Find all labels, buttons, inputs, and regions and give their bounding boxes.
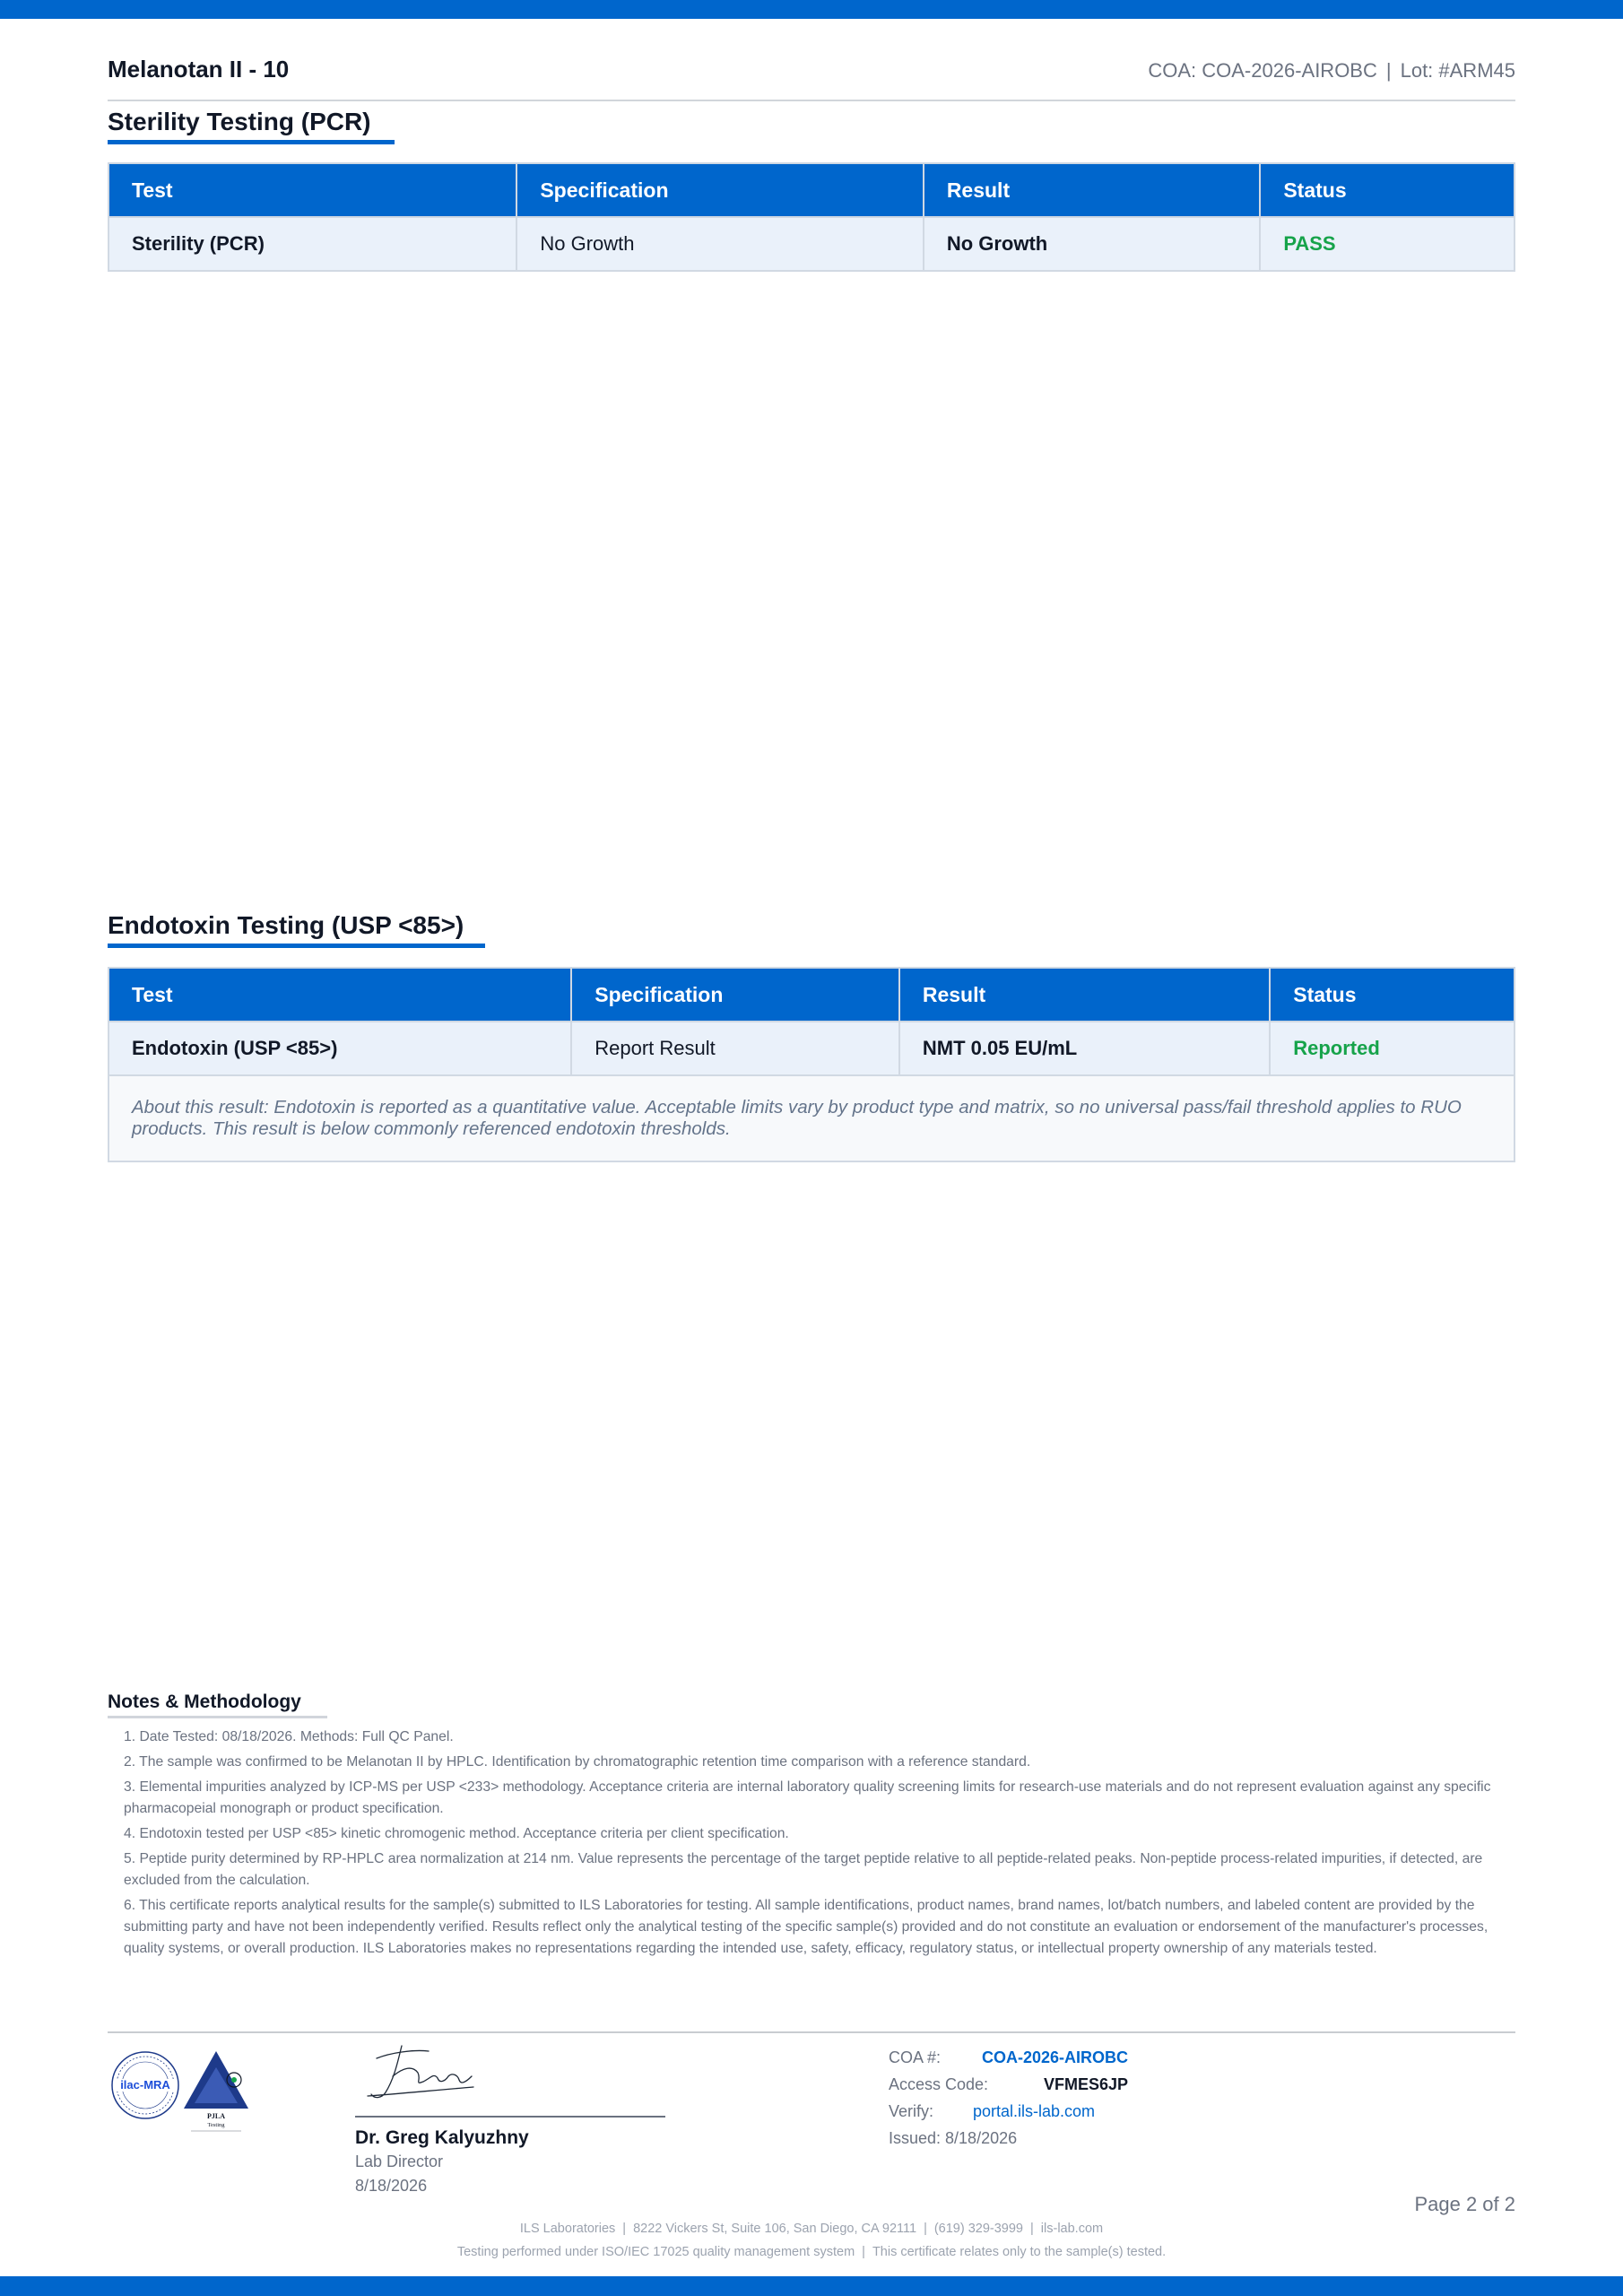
- table-header-row: [108, 163, 1515, 217]
- note-item: 3. Elemental impurities analyzed by ICP-MS per USP <233> methodology. Acceptance criteria are internal laboratory quality screening limits for research-use materials and do not represent evaluation against any specific pharmacopeial monograph or product specification.: [124, 1779, 1491, 1816]
- column-header-test: Test: [108, 968, 571, 1022]
- table-header-row: [108, 968, 1515, 1022]
- lab-contact-line: [0, 2222, 1623, 2236]
- access-code-label: Access Code:: [889, 2075, 989, 2093]
- signer-name: Dr. Greg Kalyuzhny: [355, 2127, 529, 2148]
- coa-number-row: [889, 2048, 1128, 2075]
- table-row: [108, 1022, 1515, 1075]
- column-header-status: Status: [1260, 163, 1515, 217]
- pjla-logo-subtext: Testing: [207, 2122, 225, 2128]
- coa-info-block: [889, 2048, 1128, 2156]
- verify-row: [889, 2102, 1128, 2129]
- column-header-result: Result: [924, 163, 1261, 217]
- pjla-logo-text: PJLA: [207, 2112, 225, 2120]
- endotoxin-table: [108, 967, 1515, 1162]
- page-number: Page 2 of 2: [1414, 2193, 1515, 2215]
- notes-title: Notes & Methodology: [108, 1692, 327, 1718]
- test-name-cell: Endotoxin (USP <85>): [108, 1022, 571, 1075]
- product-title: Melanotan II - 10: [108, 56, 290, 83]
- coa-number: COA: COA-2026-AIROBC: [1148, 59, 1377, 82]
- notes-list: [108, 1726, 1515, 1960]
- footer-divider: [108, 2031, 1515, 2033]
- top-accent-bar: [0, 0, 1623, 19]
- sterility-table: [108, 162, 1515, 272]
- footer-separator: |: [1030, 2222, 1034, 2236]
- verify-link[interactable]: portal.ils-lab.com: [973, 2102, 1096, 2120]
- result-cell: No Growth: [924, 217, 1261, 271]
- footer-separator: |: [924, 2222, 927, 2236]
- endotoxin-section-title: Endotoxin Testing (USP <85>): [108, 911, 485, 948]
- sterility-section-title: Sterility Testing (PCR): [108, 108, 395, 144]
- column-header-status: Status: [1270, 968, 1515, 1022]
- meta-separator: |: [1385, 59, 1392, 82]
- notes-methodology: [108, 1692, 1515, 1963]
- signer-role: Lab Director: [355, 2152, 444, 2170]
- iso-statement: Testing performed under ISO/IEC 17025 quality management system: [456, 2245, 855, 2259]
- sample-relates-statement: This certificate relates only to the sample(s) tested.: [872, 2245, 1167, 2259]
- note-item: 5. Peptide purity determined by RP-HPLC area normalization at 214 nm. Value represents the percentage of the target peptide relative to all peptide-related peaks. Non-peptide process-related impurities, if detected, are excluded from the calculation.: [124, 1851, 1483, 1888]
- status-badge: Reported: [1270, 1022, 1515, 1075]
- test-name-cell: Sterility (PCR): [108, 217, 516, 271]
- coa-lot-meta: [1148, 59, 1515, 83]
- result-note-row: [108, 1075, 1515, 1161]
- specification-cell: No Growth: [516, 217, 923, 271]
- result-cell: NMT 0.05 EU/mL: [899, 1022, 1270, 1075]
- note-item: 4. Endotoxin tested per USP <85> kinetic chromogenic method. Acceptance criteria per client specification.: [124, 1826, 789, 1841]
- lab-phone: (619) 329-3999: [933, 2222, 1024, 2236]
- table-row: [108, 217, 1515, 271]
- column-header-specification: Specification: [571, 968, 899, 1022]
- status-badge: PASS: [1260, 217, 1515, 271]
- signer-date: 8/18/2026: [355, 2177, 428, 2195]
- issued-date: Issued: 8/18/2026: [889, 2129, 1018, 2147]
- handwritten-signature: [359, 2040, 484, 2108]
- note-item: 2. The sample was confirmed to be Melanotan II by HPLC. Identification by chromatographic retention time comparison with a reference standard.: [124, 1754, 1031, 1770]
- lab-website[interactable]: ils-lab.com: [1040, 2222, 1104, 2236]
- bottom-accent-bar: [0, 2276, 1623, 2296]
- ilac-mra-logo: [109, 2049, 181, 2121]
- pjla-testing-logo: [182, 2048, 256, 2134]
- access-code-value: VFMES6JP: [1044, 2075, 1129, 2093]
- coa-number-value: COA-2026-AIROBC: [982, 2048, 1129, 2066]
- ilac-logo-text: ilac-MRA: [120, 2078, 170, 2092]
- column-header-specification: Specification: [516, 163, 923, 217]
- document-header: [108, 52, 1515, 101]
- note-item: 6. This certificate reports analytical results for the sample(s) submitted to ILS Laboratories for testing. All sample identifications, product names, brand names, lot/batch numbers, and labeled content are provided by the submitting party and have not been independently verified. Results reflect only the analytical testing of the specific sample(s) provided and do not constitute an evaluation or endorsement of the manufacturer's processes, quality systems, or overall production. ILS Laboratories makes no representations regarding the intended use, safety, efficacy, regulatory status, or intellectual property ownership of any materials tested.: [124, 1898, 1488, 1956]
- lot-number: Lot: #ARM45: [1400, 59, 1515, 82]
- note-item: 1. Date Tested: 08/18/2026. Methods: Full QC Panel.: [124, 1729, 454, 1744]
- access-code-row: [889, 2075, 1128, 2102]
- footer-separator: |: [862, 2245, 865, 2259]
- specification-cell: Report Result: [571, 1022, 899, 1075]
- footer-separator: |: [622, 2222, 627, 2236]
- lab-name: ILS Laboratories: [519, 2222, 616, 2236]
- column-header-result: Result: [899, 968, 1270, 1022]
- coa-number-label: COA #:: [889, 2048, 942, 2066]
- lab-accreditation-line: [0, 2245, 1623, 2259]
- lab-address: 8222 Vickers St, Suite 106, San Diego, CA 92111: [633, 2222, 917, 2236]
- result-note: About this result: Endotoxin is reported as a quantitative value. Acceptable limits vary by product type and matrix, so no universal pass/fail threshold applies to RUO products. This result is below commonly referenced endotoxin thresholds.: [108, 1075, 1515, 1161]
- column-header-test: Test: [108, 163, 516, 217]
- verify-label: Verify:: [889, 2102, 934, 2120]
- signature-line: [355, 2116, 665, 2118]
